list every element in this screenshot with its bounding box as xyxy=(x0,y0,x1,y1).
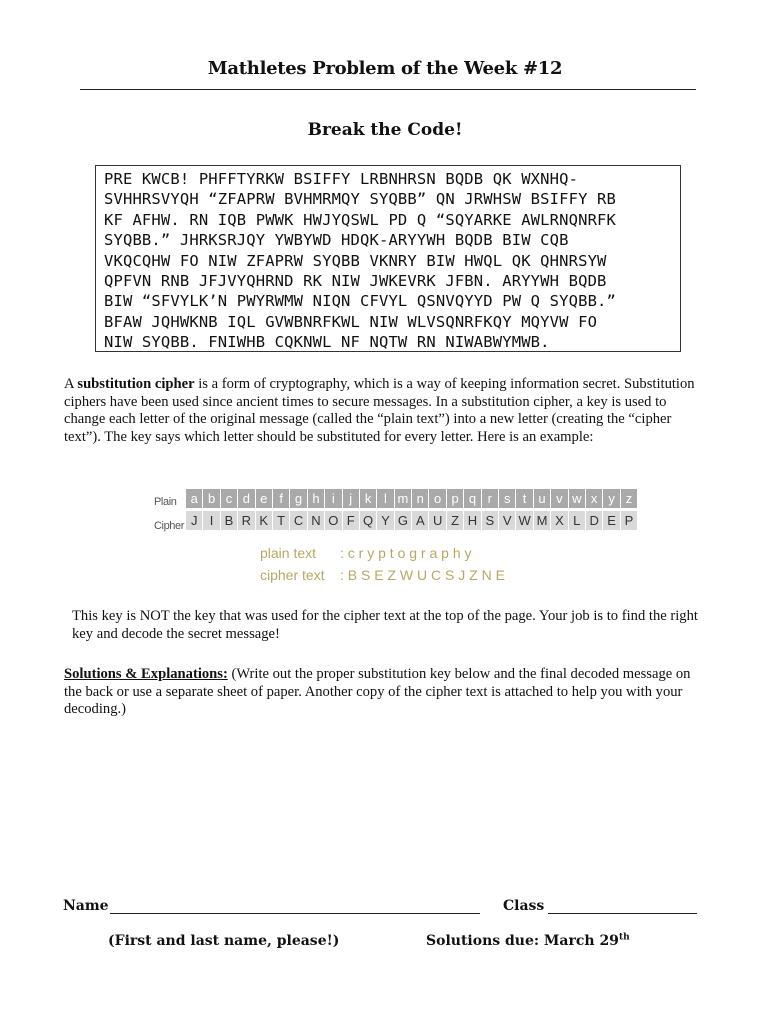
cipher-key-row xyxy=(154,511,638,530)
key-note: This key is NOT the key that was used for the cipher text at the top of the page. Your job is to find the right key and decode the secret message! xyxy=(72,608,698,642)
cipher-key-cell: B xyxy=(221,511,238,530)
solutions-heading: Solutions & Explanations: xyxy=(64,666,228,682)
example-cipher-label: cipher text xyxy=(260,567,325,583)
cipher-line: VKQCQHW FO NIW ZFAPRW SYQBB VKNRY BIW HWQL QK QHNRSYW xyxy=(104,251,607,270)
cipher-key-cell: I xyxy=(203,511,220,530)
intro-paragraph xyxy=(64,376,704,446)
plain-key-cell: s xyxy=(499,489,516,508)
cipher-key-cell: O xyxy=(325,511,342,530)
plain-key-cell: e xyxy=(256,489,273,508)
cipher-line: QPFVN RNB JFJVYQHRND RK NIW JWKEVRK JFBN. ARYYWH BQDB xyxy=(104,272,607,291)
intro-term: substitution cipher xyxy=(77,376,195,392)
cipher-key-cell: M xyxy=(534,511,551,530)
plain-key-cell: v xyxy=(551,489,568,508)
cipher-key-cell: Q xyxy=(360,511,377,530)
cipher-key-cell: C xyxy=(290,511,307,530)
cipher-text-box xyxy=(95,165,681,352)
cipher-line: BFAW JQHWKNB IQL GVWBNRFKWL NIW WLVSQNRFKQY MQYVW FO xyxy=(104,312,598,331)
intro-lead: A xyxy=(64,376,78,392)
plain-key-cell: b xyxy=(203,489,220,508)
example-plain-label: plain text xyxy=(260,545,317,561)
plain-cells xyxy=(186,489,638,508)
plain-key-cell: f xyxy=(273,489,290,508)
cipher-key-cell: K xyxy=(256,511,273,530)
plain-key-cell: c xyxy=(221,489,238,508)
name-label: Name xyxy=(63,898,109,914)
cipher-key-cell: Z xyxy=(447,511,464,530)
plain-key-cell: l xyxy=(377,489,394,508)
cipher-row-label: Cipher xyxy=(154,519,185,532)
cipher-key-cell: W xyxy=(516,511,533,530)
cipher-line: KF AFHW. RN IQB PWWK HWJYQSWL PD Q “SQYARKE AWLRNQNRFK xyxy=(104,210,617,229)
plain-key-cell: k xyxy=(360,489,377,508)
plain-row-label: Plain xyxy=(154,495,177,508)
substitution-key-table xyxy=(154,489,638,530)
plain-key-cell: j xyxy=(343,489,360,508)
cipher-key-cell: A xyxy=(412,511,429,530)
plain-key-cell: i xyxy=(325,489,342,508)
class-field[interactable] xyxy=(548,913,697,914)
plain-key-cell: h xyxy=(308,489,325,508)
plain-key-cell: u xyxy=(534,489,551,508)
cipher-key-cell: X xyxy=(551,511,568,530)
plain-key-row xyxy=(154,489,638,508)
intro-body: is a form of cryptography, which is a way of keeping information secret. Substitution ciphers have been used since ancient times to secure messages. In a substitution cipher, a key is used to change each letter of the original message (called the “plain text”) into a new letter (creating the “cipher text”). The key says which letter should be substituted for every letter. Here is an example: xyxy=(64,376,695,445)
plain-key-cell: m xyxy=(395,489,412,508)
plain-key-cell: p xyxy=(447,489,464,508)
plain-key-cell: w xyxy=(569,489,586,508)
cipher-key-cell: L xyxy=(569,511,586,530)
cipher-key-cell: H xyxy=(464,511,481,530)
plain-key-cell: n xyxy=(412,489,429,508)
plain-key-cell: r xyxy=(482,489,499,508)
page-subtitle: Break the Code! xyxy=(307,120,463,140)
cipher-key-cell: U xyxy=(429,511,446,530)
cipher-line: PRE KWCB! PHFFTYRKW BSIFFY LRBNHRSN BQDB QK WXNHQ- xyxy=(104,170,579,188)
example-cipher-value: : B S E Z W U C S J Z N E xyxy=(340,567,505,583)
due-date xyxy=(426,933,630,949)
title-divider xyxy=(80,89,696,90)
cipher-line: BIW “SFVYLK’N PWYRWMW NIQN CFVYL QSNVQYYD PW Q SYQBB.” xyxy=(104,292,617,311)
plain-key-cell: t xyxy=(516,489,533,508)
cipher-line: NIW SYQBB. FNIWHB CQKNWL NF NQTW RN NIWABWYMWB. xyxy=(104,333,550,352)
solutions-instructions xyxy=(64,666,704,719)
due-date-suffix: th xyxy=(618,932,630,943)
plain-key-cell: x xyxy=(586,489,603,508)
example-plain-text xyxy=(260,545,472,561)
cipher-key-cell: G xyxy=(395,511,412,530)
cipher-line: SVHHRSVYQH “ZFAPRW BVHMRMQY SYQBB” QN JRWHSW BSIFFY RB xyxy=(104,190,617,209)
plain-key-cell: a xyxy=(186,489,203,508)
cipher-key-cell: J xyxy=(186,511,203,530)
plain-key-cell: g xyxy=(290,489,307,508)
cipher-key-cell: D xyxy=(586,511,603,530)
cipher-key-cell: P xyxy=(621,511,638,530)
plain-key-cell: d xyxy=(238,489,255,508)
cipher-key-cell: V xyxy=(499,511,516,530)
plain-key-cell: z xyxy=(621,489,638,508)
cipher-key-cell: S xyxy=(482,511,499,530)
class-label: Class xyxy=(503,898,545,914)
example-plain-value: : c r y p t o g r a p h y xyxy=(340,545,472,561)
plain-key-cell: o xyxy=(429,489,446,508)
name-field[interactable] xyxy=(110,913,480,914)
cipher-key-cell: Y xyxy=(377,511,394,530)
solutions-body: (Write out the proper substitution key below and the final decoded message on the back or use a separate sheet of paper. Another copy of the cipher text is attached to help you with your decoding.) xyxy=(64,666,691,717)
plain-key-cell: q xyxy=(464,489,481,508)
cipher-key-cell: N xyxy=(308,511,325,530)
plain-key-cell: y xyxy=(603,489,620,508)
name-hint: (First and last name, please!) xyxy=(108,933,340,949)
due-date-text: Solutions due: March 29 xyxy=(426,933,619,949)
cipher-line: SYQBB.” JHRKSRJQY YWBYWD HDQK-ARYYWH BQDB BIW CQB xyxy=(104,231,569,250)
cipher-key-cell: T xyxy=(273,511,290,530)
cipher-cells xyxy=(186,511,638,530)
cipher-key-cell: R xyxy=(238,511,255,530)
page-title: Mathletes Problem of the Week #12 xyxy=(207,58,563,79)
example-cipher-text xyxy=(260,567,505,583)
cipher-key-cell: E xyxy=(603,511,620,530)
cipher-key-cell: F xyxy=(343,511,360,530)
